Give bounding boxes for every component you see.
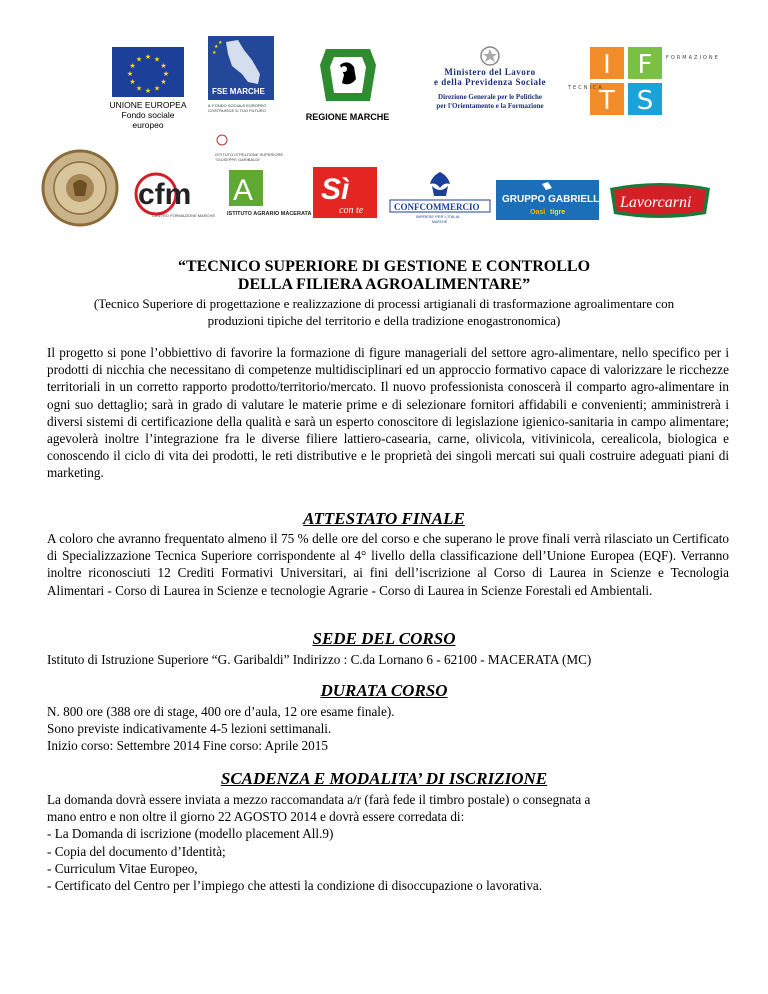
svg-text:cfm: cfm	[138, 178, 192, 211]
svg-text:★: ★	[153, 55, 161, 64]
svg-text:Lavorcarni: Lavorcarni	[620, 194, 692, 211]
course-title-line-2: DELLA FILIERA AGROALIMENTARE”	[237, 276, 531, 293]
svg-text:T: T	[599, 86, 615, 116]
svg-text:★: ★	[153, 84, 161, 93]
svg-text:IMPRESE PER L'ITALIA: IMPRESE PER L'ITALIA	[416, 214, 460, 219]
svg-text:★: ★	[212, 50, 217, 56]
sede-heading: SEDE DEL CORSO	[312, 629, 456, 648]
eu-label-1: UNIONE EUROPEA	[109, 100, 187, 110]
eu-logo	[107, 47, 189, 130]
fse-marche-logo	[208, 36, 278, 119]
scadenza-line: - Certificato del Centro per l’impiego che attesti la condizione di disoccupazione o lavorativa.	[47, 878, 543, 894]
durata-block	[47, 703, 737, 755]
svg-text:TECNICA: TECNICA	[568, 85, 604, 91]
sede-text: Istituto di Istruzione Superiore “G. Garibaldi” Indirizzo : C.da Lornano 6 - 62100 - MACERATA (MC)	[47, 652, 592, 667]
svg-text:S: S	[636, 86, 654, 116]
garibaldi-emblem-icon	[215, 133, 229, 147]
italy-emblem-icon	[475, 45, 505, 67]
ministero-line-2: e della Previdenza Sociale	[433, 77, 547, 87]
svg-text:ISTITUTO AGRARIO MACERATA: ISTITUTO AGRARIO MACERATA	[227, 211, 312, 217]
svg-text:★: ★	[144, 87, 152, 95]
attestato-heading: ATTESTATO FINALE	[303, 509, 465, 528]
course-title-line-1: “TECNICO SUPERIORE DI GESTIONE E CONTROLLO	[177, 258, 591, 275]
attestato-paragraph	[47, 530, 729, 599]
svg-text:GRUPPO GABRIELLI: GRUPPO GABRIELLI	[502, 194, 603, 205]
sede-block	[47, 651, 737, 668]
ifts-logo	[562, 37, 720, 122]
durata-line: Inizio corso: Settembre 2014 Fine corso: Aprile 2015	[47, 738, 328, 754]
svg-text:★: ★	[135, 55, 143, 64]
svg-text:I: I	[603, 50, 611, 80]
fse-title: FSE MARCHE	[212, 87, 265, 96]
cfm-icon	[132, 170, 220, 220]
si-con-te-logo	[311, 165, 379, 220]
garibaldi-logo	[215, 133, 315, 163]
lavorcarni-icon	[606, 180, 714, 220]
svg-text:★: ★	[162, 70, 170, 78]
si-con-te-icon	[311, 165, 379, 220]
fse-label-2: COSTRUISCE IL TUO FUTURO	[208, 108, 266, 113]
svg-text:★: ★	[144, 53, 152, 61]
svg-text:F: F	[637, 50, 653, 80]
scadenza-heading: SCADENZA E MODALITA’ DI ISCRIZIONE	[220, 769, 548, 788]
svg-text:★: ★	[160, 62, 167, 70]
gabrielli-icon	[496, 180, 603, 220]
svg-text:A: A	[233, 174, 254, 207]
intro-paragraph	[47, 344, 729, 482]
scadenza-line: - La Domanda di iscrizione (modello placement All.9)	[47, 826, 334, 842]
scadenza-line: mano entro e non oltre il giorno 22 AGOSTO 2014 e dovrà essere corredata di:	[47, 809, 465, 825]
svg-text:CENTRO FORMAZIONE MARCHE: CENTRO FORMAZIONE MARCHE	[152, 213, 216, 218]
svg-text:★: ★	[126, 70, 134, 78]
scadenza-line: - Curriculum Vitae Europeo,	[47, 860, 198, 876]
university-seal-icon	[37, 148, 123, 228]
ministero-line-3: Direzione Generale per le Politiche	[438, 93, 542, 101]
ifts-icon	[562, 37, 720, 122]
fse-label-1: IL FONDO SOCIALE EUROPEO	[208, 103, 267, 108]
svg-text:Sì: Sì	[321, 173, 350, 206]
eu-flag-icon	[112, 47, 184, 97]
svg-text:con te: con te	[339, 205, 364, 216]
ministero-line-4: per l'Orientamento e la Formazione	[436, 102, 544, 110]
svg-text:tigre: tigre	[550, 209, 566, 216]
garibaldi-label-2: "GIUSEPPE GARIBALDI"	[215, 157, 261, 162]
univpm-seal	[37, 148, 123, 228]
svg-text:CONFCOMMERCIO: CONFCOMMERCIO	[394, 202, 480, 212]
agrario-icon	[225, 168, 312, 218]
svg-text:FORMAZIONE: FORMAZIONE	[666, 55, 720, 61]
istituto-agrario-logo	[225, 168, 312, 218]
scadenza-line: La domanda dovrà essere inviata a mezzo raccomandata a/r (farà fede il timbro postale) o consegnata a	[47, 792, 591, 807]
svg-text:★: ★	[160, 78, 167, 86]
svg-text:★: ★	[129, 78, 136, 86]
attestato-text: A coloro che avranno frequentato almeno il 75 % delle ore del corso e che superano le prove finali verrà rilasciato un Certificato di Specializzazione Tecnica Superiore corrispondente al 4° livello della classificazione dell’Unione Europea (EQF). Verranno inoltre riconosciuti 12 Crediti Formativi Universitari, ai fini dell’iscrizione al Corso di Laurea in Scienze e Tecnologia Alimentari - Corso di Laurea in Scienze e tecnologie Agrarie - Corso di Laurea in Scienze Forestali ed Ambientali.	[47, 531, 729, 598]
svg-text:MARCHE: MARCHE	[432, 220, 448, 224]
durata-line: N. 800 ore (388 ore di stage, 400 ore d’aula, 12 ore esame finale).	[47, 704, 395, 719]
confcommercio-logo	[386, 168, 494, 224]
ministero-lavoro-logo	[420, 45, 560, 117]
gruppo-gabrielli-logo	[496, 180, 603, 220]
svg-text:★: ★	[129, 62, 136, 70]
durata-line: Sono previste indicativamente 4-5 lezioni settimanali.	[47, 721, 332, 737]
ministero-line-1: Ministero del Lavoro	[444, 67, 536, 77]
svg-text:★: ★	[135, 84, 143, 93]
regione-marche-icon	[314, 45, 382, 105]
cfm-logo	[132, 170, 220, 220]
durata-heading: DURATA CORSO	[320, 681, 448, 700]
intro-text: Il progetto si pone l’obbiettivo di favorire la formazione di figure manageriali del settore agro-alimentare, nello specifico per i prodotti di nicchia che necessitano di competenze multidisciplinari ed un approccio formativo capace di valorizzare le ricchezze territoriali in un corretto rapporto prodotto/territorio/mercato. Il nuovo professionista conoscerà il comparto agro-alimentare in ogni suo dettaglio; sarà in grado di valutare le materie prime e di selezionare fornitori affidabili e convenienti; amministrerà i diversi sistemi di certificazione della qualità e sarà un esperto conoscitore di legislazione igienico-sanitaria in campo alimentare; agevolerà inoltre l’integrazione fra le diverse filiere lattiero-casearia, carne, olivicola, vitivinicola, cerealicola, biologica e conoscendo il ciclo di vita dei prodotti, le reti distributive e le proprietà dei singoli mercati sui quali costruire adeguati piani di marketing.	[47, 345, 729, 481]
confcommercio-icon	[386, 168, 494, 224]
svg-text:Oasi: Oasi	[530, 209, 546, 216]
svg-text:★: ★	[214, 44, 219, 50]
scadenza-line: - Copia del documento d’Identità;	[47, 843, 226, 859]
scadenza-block	[47, 791, 737, 894]
regione-marche-logo	[300, 45, 395, 122]
eu-label-2: Fondo sociale europeo	[121, 110, 175, 130]
garibaldi-label-1: ISTITUTO ISTRUZIONE SUPERIORE	[215, 152, 284, 157]
svg-text:★: ★	[218, 40, 223, 46]
regione-marche-label: REGIONE MARCHE	[305, 112, 390, 122]
lavorcarni-logo	[606, 180, 714, 220]
course-subtitle: (Tecnico Superiore di progettazione e realizzazione di processi artigianali di trasformazione agroalimentare con produzioni tipiche del territorio e della tradizione enogastronomica)	[93, 296, 675, 328]
